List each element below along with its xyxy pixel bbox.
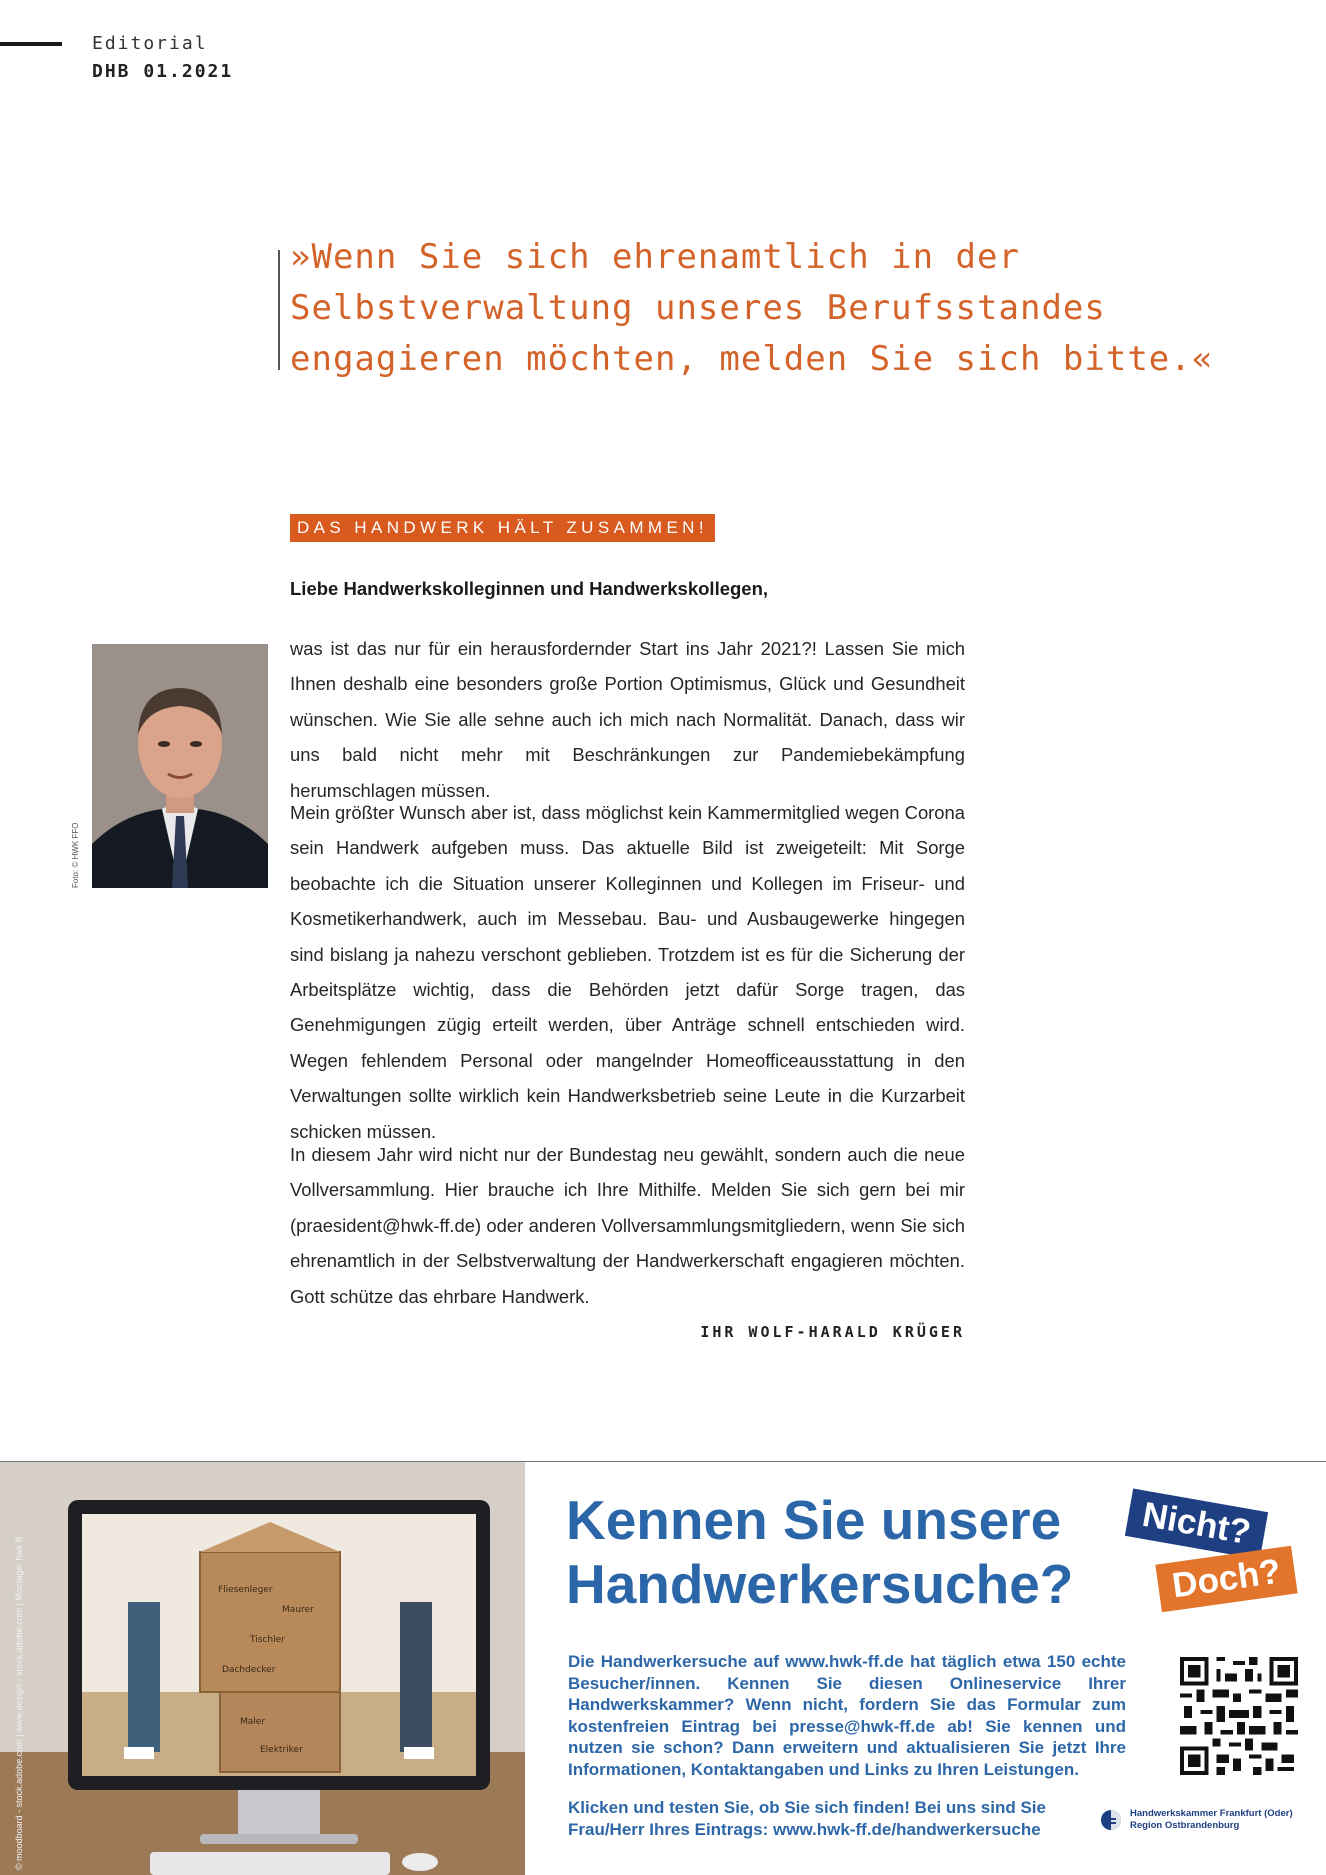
badge-doch: Doch?: [1155, 1546, 1297, 1613]
ad-photo: [0, 1462, 525, 1875]
badge-nicht: Nicht?: [1125, 1488, 1268, 1559]
photo-credit: Foto: © HWK FFO: [71, 822, 80, 888]
monitor-illustration: [0, 1462, 525, 1875]
ad-headline: [566, 1488, 1126, 1616]
ad-body-text: Die Handwerkersuche auf www.hwk-ff.de hat täglich etwa 150 echte Besucher/innen. Kennen Sie diesen Onlineservice Ihrer Handwerkskammer? Wenn nicht, fordern Sie das Formular zum kostenfreien Eintrag bei presse@hwk-ff.de ab! Sie kennen und nutzen sie schon? Dann erweitern und aktualisieren Sie jetzt Ihre Informationen, Kontaktangaben und Links zu Ihren Leistungen.: [568, 1652, 1126, 1779]
box-label: Tischler: [250, 1635, 285, 1645]
salutation: Liebe Handwerkskolleginnen und Handwerkskollegen,: [290, 578, 769, 599]
section-label: Editorial: [92, 33, 208, 54]
article-paragraph: In diesem Jahr wird nicht nur der Bundestag neu gewählt, sondern auch die neue Vollversammlung. Hier brauche ich Ihre Mithilfe. Melden Sie sich gern bei mir (praesident@hwk-ff.de) oder anderen Vollversammlungsmitgliedern, wenn Sie sich ehrenamtlich in der Selbstverwaltung der Handwerkerschaft engagieren möchten. Gott schütze das ehrbare Handwerk.: [290, 1144, 965, 1307]
box-label: Elektriker: [260, 1745, 303, 1755]
pull-quote-line: Selbstverwaltung unseres Berufsstandes: [290, 288, 1106, 328]
box-label: Fliesenleger: [218, 1585, 273, 1595]
org-name-line: Region Ostbrandenburg: [1130, 1820, 1240, 1831]
box-label: Maler: [240, 1717, 266, 1727]
org-name-line: Handwerkskammer Frankfurt (Oder): [1130, 1808, 1293, 1819]
pull-quote-line: engagieren möchten, melden Sie sich bitte.«: [290, 339, 1214, 379]
ad-headline-line: Handwerkersuche?: [566, 1553, 1074, 1615]
portrait-illustration: [92, 644, 268, 888]
article-paragraph: was ist das nur für ein herausfordernder Start ins Jahr 2021?! Lassen Sie mich Ihnen deshalb eine besonders große Portion Optimismus, Glück und Gesundheit wünschen. Wie Sie alle sehne auch ich mich nach Normalität. Danach, dass wir uns bald nicht mehr mit Beschränkungen zur Pandemiebekämpfung herumschlagen müssen.: [290, 638, 965, 801]
ad-cta-line: Klicken und testen Sie, ob Sie sich finden! Bei uns sind Sie: [568, 1798, 1046, 1817]
article-tag: DAS HANDWERK HÄLT ZUSAMMEN!: [290, 514, 715, 542]
author-portrait: [92, 644, 268, 888]
quote-bar: [278, 250, 280, 370]
article-paragraph: Mein größter Wunsch aber ist, dass möglichst kein Kammermitglied wegen Corona sein Handwerk aufgeben muss. Das aktuelle Bild ist zweigeteilt: Mit Sorge beobachte ich die Situation unserer Kolleginnen und Kollegen im Friseur- und Kosmetikerhandwerk, auch im Messebau. Bau- und Ausbaugewerke hingegen sind bislang ja nahezu verschont geblieben. Trotzdem ist es für die Sicherung der Arbeitsplätze wichtig, dass die Behörden jetzt dafür Sorge tragen, das Genehmigungen zügig erteilt werden, über Anträge schnell entschieden wird. Wegen fehlendem Personal oder mangelnder Homeofficeausstattung in den Verwaltungen sollte wirklich kein Handwerksbetrieb seine Leute in die Kurzarbeit schicken müssen.: [290, 802, 965, 1142]
org-name: [1130, 1808, 1293, 1832]
hwk-logo-icon: [1100, 1809, 1122, 1831]
ad-cta-line: [568, 1819, 1088, 1841]
box-label: Dachdecker: [222, 1665, 276, 1675]
org-logo: [1100, 1808, 1293, 1832]
ad-cta-prefix: Frau/Herr Ihres Eintrags:: [568, 1819, 774, 1839]
issue-label: DHB 01.2021: [92, 61, 234, 82]
handwerkersuche-link[interactable]: www.hwk-ff.de/handwerkersuche: [773, 1819, 1041, 1839]
pull-quote-line: »Wenn Sie sich ehrenamtlich in der: [290, 237, 1020, 277]
qr-code-icon[interactable]: [1180, 1657, 1298, 1775]
header-rule: [0, 42, 62, 46]
author-signature: IHR WOLF-HARALD KRÜGER: [700, 1323, 965, 1341]
ad-headline-line: Kennen Sie unsere: [566, 1489, 1062, 1551]
pull-quote: [290, 232, 1250, 385]
box-label: Maurer: [282, 1605, 314, 1615]
ad-image-credit: © moodboard - stock.adobe.com | www.dezign - stock.adobe.com | Montage: hwk ff: [14, 1537, 24, 1870]
ad-call-to-action: [568, 1797, 1088, 1840]
